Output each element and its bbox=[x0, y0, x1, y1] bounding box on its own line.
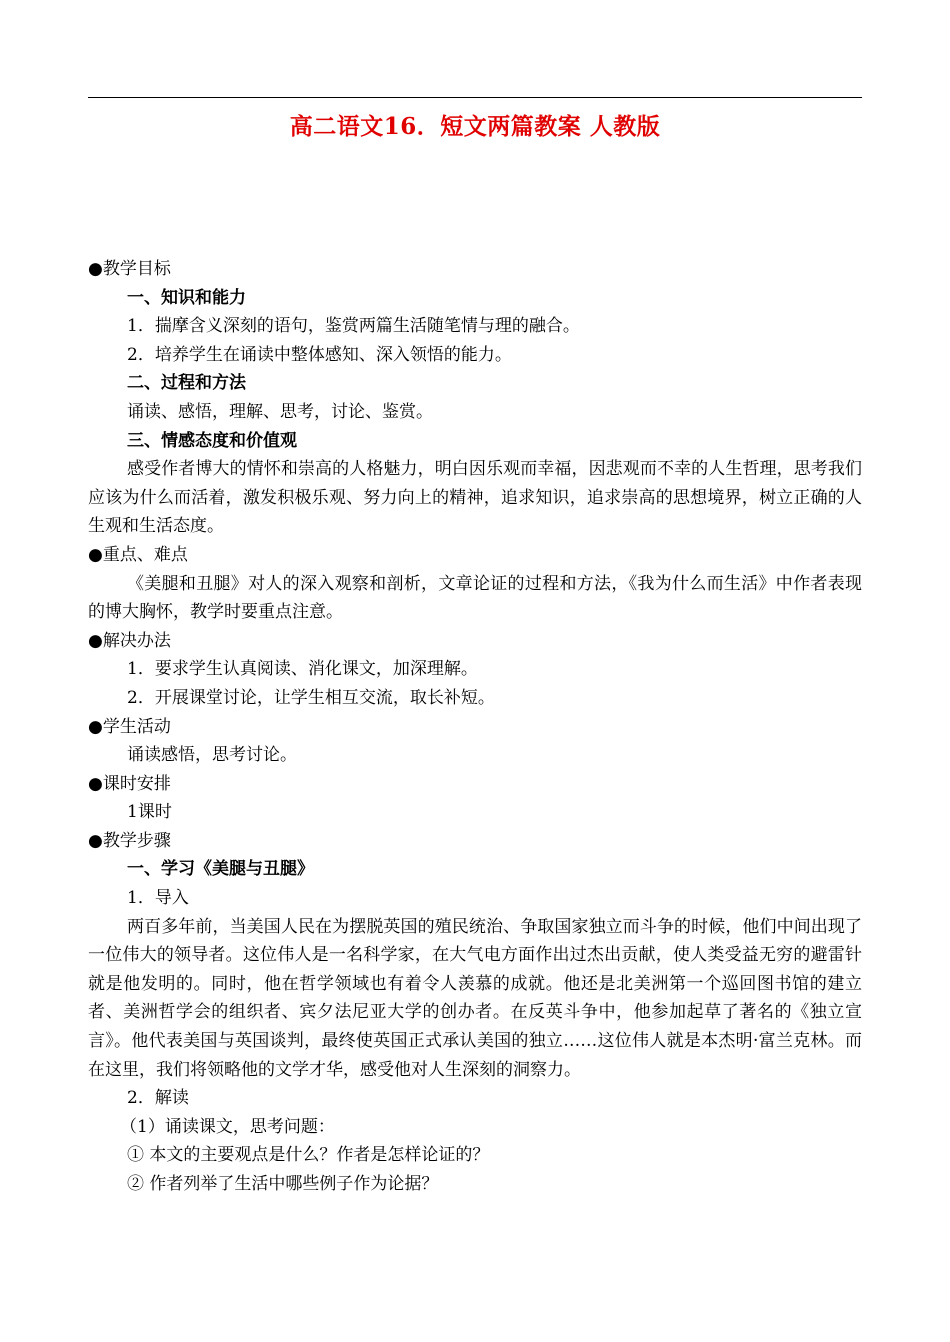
subheading-knowledge: 一、知识和能力 bbox=[127, 287, 246, 308]
document-body bbox=[88, 255, 862, 1199]
question-item: ① 本文的主要观点是什么？作者是怎样论证的？ bbox=[127, 1145, 490, 1166]
list-item: （1）诵读课文，思考问题： bbox=[120, 1116, 335, 1137]
list-item: 1．要求学生认真阅读、消化课文，加深理解。 bbox=[127, 659, 478, 680]
paragraph: 感受作者博大的情怀和崇高的人格魅力，明白因乐观而幸福，因悲观而不幸的人生哲理，思考我们应该为什么而活着，激发积极乐观、努力向上的精神，追求知识，追求崇高的思想境界，树立正确的人生观和生活态度。 bbox=[88, 459, 862, 537]
section-heading-schedule: ●课时安排 bbox=[88, 773, 171, 794]
list-item: 2．解读 bbox=[127, 1088, 189, 1109]
list-item: 2．培养学生在诵读中整体感知、深入领悟的能力。 bbox=[127, 344, 512, 365]
bullet-icon: ● bbox=[88, 630, 103, 651]
document-title: 高二语文16．短文两篇教案 人教版 bbox=[289, 113, 661, 140]
header-rule bbox=[88, 97, 862, 98]
section-heading-steps: ●教学步骤 bbox=[88, 830, 171, 851]
bullet-icon: ● bbox=[88, 544, 103, 565]
paragraph: 诵读感悟，思考讨论。 bbox=[127, 745, 297, 766]
section-heading-methods: ●解决办法 bbox=[88, 630, 171, 651]
paragraph: 诵读、感悟，理解、思考，讨论、鉴赏。 bbox=[127, 401, 433, 422]
paragraph: 1课时 bbox=[127, 802, 172, 823]
bullet-icon: ● bbox=[88, 716, 103, 737]
paragraph: 两百多年前，当美国人民在为摆脱英国的殖民统治、争取国家独立而斗争的时候，他们中间出现了一位伟大的领导者。这位伟人是一名科学家，在大气电方面作出过杰出贡献，使人类受益无穷的避雷针就是他发明的。同时，他在哲学领域也有着令人羡慕的成就。他还是北美洲第一个巡回图书馆的建立者、美洲哲学会的组织者、宾夕法尼亚大学的创办者。在反英斗争中，他参加起草了著名的《独立宣言》。他代表美国与英国谈判，最终使英国正式承认美国的独立……这位伟人就是本杰明·富兰克林。而在这里，我们将领略他的文学才华，感受他对人生深刻的洞察力。 bbox=[88, 916, 862, 1080]
paragraph: 《美腿和丑腿》对人的深入观察和剖析，文章论证的过程和方法，《我为什么而生活》中作者表现的博大胸怀，教学时要重点注意。 bbox=[88, 573, 862, 623]
section-heading-activities: ●学生活动 bbox=[88, 716, 171, 737]
question-item: ② 作者列举了生活中哪些例子作为论据？ bbox=[127, 1174, 439, 1194]
bullet-icon: ● bbox=[88, 830, 103, 851]
section-heading-goals: ●教学目标 bbox=[88, 259, 171, 279]
list-item: 2．开展课堂讨论，让学生相互交流，取长补短。 bbox=[127, 687, 495, 708]
subheading-process: 二、过程和方法 bbox=[127, 373, 246, 394]
bullet-icon: ● bbox=[88, 259, 103, 279]
bullet-icon: ● bbox=[88, 773, 103, 794]
subheading-attitude: 三、情感态度和价值观 bbox=[127, 430, 297, 451]
list-item: 1．导入 bbox=[127, 888, 189, 909]
section-heading-key-points: ●重点、难点 bbox=[88, 544, 188, 565]
list-item: 1．揣摩含义深刻的语句，鉴赏两篇生活随笔情与理的融合。 bbox=[127, 316, 580, 337]
subheading-lesson-one: 一、学习《美腿与丑腿》 bbox=[127, 859, 314, 880]
